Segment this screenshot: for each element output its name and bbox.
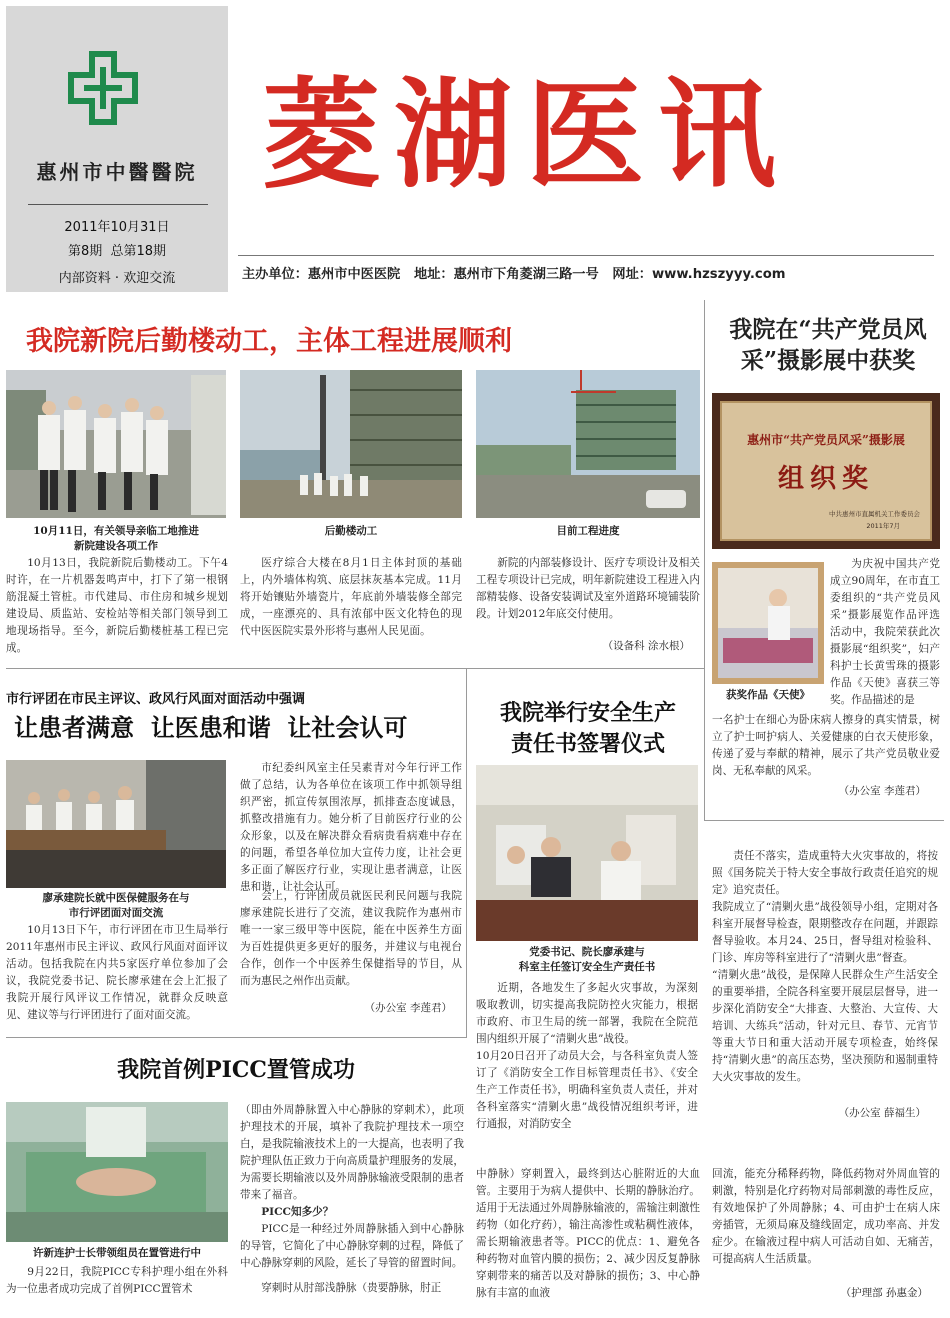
award-photo-caption: 获奖作品《天使》	[726, 689, 810, 701]
article5-text-col4: 回流，能充分稀释药物，降低药物对外周血管的刺激，特别是化疗药物对局部刺激的毒性反应，有效地保护了外周静脉；4、可由护士在病人床旁插管，无须局麻及缝线固定，成功率高、并发症少。在输液过程中病人可活动自如、无痛苦，可提高病人生活质量。	[712, 1168, 940, 1265]
article5-text-left: 9月22日，我院PICC专科护理小组在外科为一位患者成功完成了首例PICC置管术	[6, 1266, 228, 1295]
article3-headline: 让患者满意 让医患和谐 让社会认可	[14, 713, 408, 742]
article5-subhead: PICC知多少？	[261, 1206, 334, 1218]
issue-note: 内部资料 · 欢迎交流	[58, 271, 176, 286]
article1-col2: 医疗综合大楼在8月1日主体封顶的基础上，内外墙体构筑、底层抹灰基本完成。11月将开始镶贴外墙瓷片，年底前外墙装修全部完成，一座漂亮的、具有浓郁中医文化特色的现代中医医院实景外形将与惠州人民见面。	[240, 557, 462, 637]
article1-col1: 10月13日，我院新院后勤楼动工。下午4时许，在一片机器轰鸣声中，打下了第一根钢筋混凝土管桩。市代建局、市住房和城乡规划建设局、质监站、安检站等相关部门领导到工地现场指导。至今，新院后勤楼桩基工程已完成。	[6, 557, 228, 654]
section-rule	[6, 668, 704, 669]
award-plaque	[712, 393, 940, 549]
article2-headline: 我院在“共产党员风采”摄影展中获奖	[729, 316, 927, 374]
article4-photo-signing	[476, 765, 698, 941]
article5-headline: 我院首例PICC置管成功	[117, 1057, 355, 1083]
column-rule	[466, 668, 467, 1038]
article4-headline: 我院举行安全生产 责任书签署仪式	[499, 700, 676, 757]
article5-photo-picc	[6, 1102, 228, 1242]
article1-photo-site-visit	[6, 370, 226, 518]
article4-text-right: 责任不落实，造成重特大火灾事故的，将按照《国务院关于特大安全事故行政责任追究的规定》追究责任。 我院成立了“清剿火患”战役领导小组，定期对各科室开展督导检查，限期整改存在问题，并跟踪督导验收。本月24、25日，督导组对检验科、门诊、库房等科室进行了“清剿火患”督查。 “清剿火患”战役，是保障人民群众生产生活安全的重要举措，全院各科室要开展层层督导，进一步深化消防安全“大排查、大整治、大宣传、大培训、大练兵”活动，针对元旦、春节、元宵节等重大节日和重大活动开展专项检查，始终保持“清剿火患”的高压态势，坚决预防和遏制重特大火灾事故的发生。	[712, 850, 938, 1083]
article1-photo3-caption: 目前工程进度	[556, 525, 620, 537]
article3-photo-meeting	[6, 760, 226, 888]
article1-photo-groundbreaking	[240, 370, 462, 518]
article2-text-beside: 为庆祝中国共产党成立90周年，在市直工委组织的“共产党员风采”摄影展览作品评选活动中，我院荣获此次摄影展“组织奖”，妇产科护士长黄雪珠的摄影作品《天使》喜获三等奖。作品描述的是	[830, 558, 940, 706]
masthead-divider	[28, 204, 208, 205]
column-rule	[704, 300, 705, 820]
masthead-box	[6, 6, 228, 292]
issue-date: 2011年10月31日	[64, 220, 170, 235]
section-rule	[704, 820, 944, 821]
plaque-org: 中共惠州市直属机关工作委员会	[829, 510, 920, 518]
article4-text-left: 近期，各地发生了多起火灾事故，为深刻吸取教训，切实提高我院防控火灾能力，根据市政府、市卫生局的统一部署，我院在全院范围内组织开展了“清剿火患”战役。 10月20日召开了动员大会，与各科室负责人签订了《消防安全工作目标管理责任书》、《安全生产工作责任书》，明确科室负责人责任，并对各科室落实“清剿火患”战役情况组织考评，进行通报，对消防安全	[476, 982, 698, 1130]
award-photo-angel	[712, 562, 824, 684]
article5-text-col3: 中静脉）穿刺置入，最终到达心脏附近的大血管。主要用于为病人提供中、长期的静脉治疗。适用于无法通过外周静脉输液的，需输注刺激性药物（如化疗药），输注高渗性或粘稠性液体，需长期输液患者等。PICC的优点：1、避免各种药物对血管内膜的损伤；2、减少因反复静脉穿刺带来的痛苦以及对静脉的损伤；3、中心静脉有丰富的血液	[476, 1168, 700, 1299]
article3-photo-caption: 廖承建院长就中医保健服务在与 市行评团面对面交流	[42, 892, 190, 919]
article3-signature: （办公室 李莲君）	[364, 1002, 452, 1014]
article4-photo-caption: 党委书记、院长廖承建与 科室主任签订安全生产责任书	[518, 946, 656, 973]
article1-photo1-caption: 10月11日，有关领导亲临工地推进 新院建设各项工作	[33, 525, 199, 552]
article5-text-mid-2: PICC是一种经过外周静脉插入到中心静脉的导管，它简化了中心静脉穿刺的过程，降低了中心静脉穿刺的风险，延长了导管的留置时间。	[240, 1223, 464, 1269]
article3-text-left: 10月13日下午，市行评团在市卫生局举行2011年惠州市民主评议、政风行风面对面评议活动。包括我院在内共5家医疗单位参加了会议，我院党委书记、院长廖承建在会上汇报了我院开展行风评议工作情况，就群众反映意见、建议等与行评团进行了面对面交流。	[6, 924, 228, 1021]
hospital-name: 惠州市中醫醫院	[36, 160, 198, 184]
issue-number: 第8期 总第18期	[67, 244, 167, 259]
article1-signature: （设备科 涂水根）	[602, 640, 690, 652]
article5-photo-caption: 许新连护士长带领组员在置管进行中	[33, 1247, 201, 1259]
plaque-award: 组织奖	[777, 464, 874, 494]
article3-text-right-2: 会上，行评团成员就医民利民问题与我院廖承建院长进行了交流，建议我院作为惠州市唯一一家三级甲等中医院，能在中医养生方面为百姓提供更多更好的服务，并建议与电视台合作，创作一个中医养生保健指导的节目，从而为惠民之州作出贡献。	[240, 890, 462, 987]
article1-headline: 我院新院后勤楼动工，主体工程进展顺利	[26, 326, 512, 357]
plaque-date: 2011年7月	[866, 522, 900, 530]
article5-signature: （护理部 孙惠金）	[840, 1287, 928, 1299]
section-rule	[6, 1037, 466, 1038]
masthead-info: 主办单位：惠州市中医医院 地址：惠州市下角菱湖三路一号 网址：www.hzszyyy.com	[242, 267, 786, 282]
hospital-logo-icon	[68, 51, 138, 125]
article1-photo-progress	[476, 370, 700, 518]
article3-text-right-1: 市纪委纠风室主任吴素青对今年行评工作做了总结，认为各单位在该项工作中抓领导组织严密，抓宣传氛围浓厚，抓排查态度诚恳，抓整改措施有力。她分析了目前医疗行业的公众形象，以及在解决群众看病贵看病难中存在的问题，希望各单位加大宣传力度，让社会更多正面了解医疗行业，实现让患者满意，让医患和谐，让社会认可。	[240, 762, 462, 893]
article4-signature: （办公室 薛福生）	[838, 1107, 926, 1119]
article1-col3: 新院的内部装修设计、医疗专项设计及相关工程专项设计已完成，明年新院建设工程进入内部精装修、设备安装调试及室外道路环境铺装阶段。计划2012年底交付使用。	[476, 557, 700, 620]
newspaper-title: 菱湖医讯	[262, 65, 791, 204]
article5-text-mid-3: 穿刺时从肘部浅静脉（贵要静脉，肘正	[261, 1282, 442, 1294]
masthead-rule	[238, 255, 934, 256]
article3-kicker: 市行评团在市民主评议、政风行风面对面活动中强调	[6, 692, 306, 707]
article5-text-mid-1: （即由外周静脉置入中心静脉的穿刺术），此项护理技术的开展，填补了我院护理技术一项空白，是我院输液技术上的一大提高，也表明了我院护理队伍正致力于向高质量护理服务的发展，为需要长期输液以及外周静脉输液受限制的患者带来了福音。	[240, 1104, 464, 1201]
plaque-line: 惠州市“共产党员风采”摄影展	[747, 433, 905, 447]
article2-signature: （办公室 李莲君）	[838, 785, 926, 797]
article1-photo2-caption: 后勤楼动工	[324, 525, 378, 537]
article2-text-below: 一名护士在细心为卧床病人擦身的真实情景，树立了护士呵护病人、关爱健康的白衣天使形象，传递了爱与奉献的精神，展示了共产党员敬业爱岗、无私奉献的风采。	[712, 714, 940, 777]
